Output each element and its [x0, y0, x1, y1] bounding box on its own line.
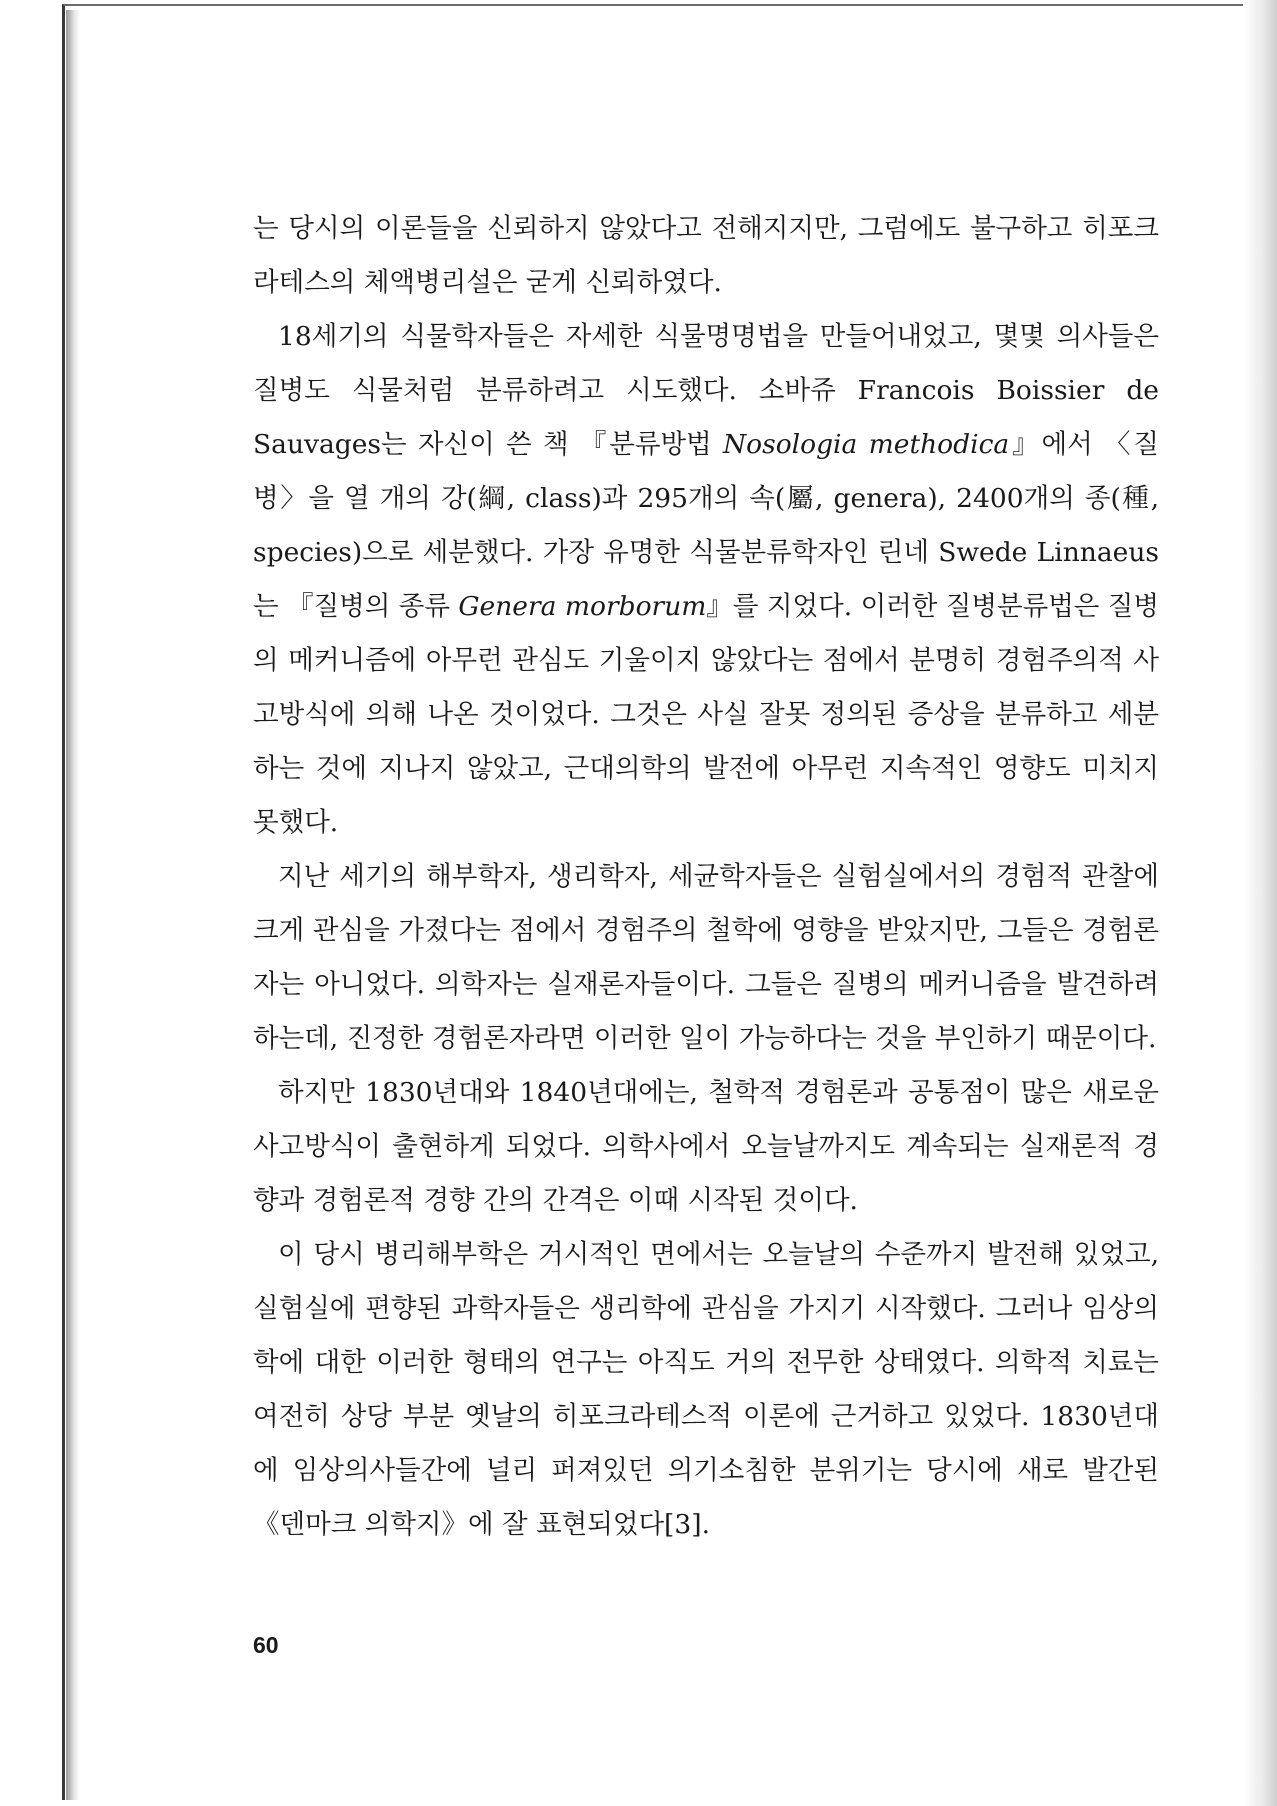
paragraph — [253, 850, 1159, 1066]
book-title-latin: Genera morborum — [458, 591, 707, 622]
page-binding-shadow — [66, 10, 80, 1800]
text-run: 지난 세기의 해부학자, 생리학자, 세균학자들은 실험실에서의 경험적 관찰에 크게 관심을 가졌다는 점에서 경험주의 철학에 영향을 받았지만, 그들은 경험론자는 아니었다. 의학자는 실재론자들이다. 그들은 질병의 메커니즘을 발견하려 하는데, 진정한 경험론자라면 이러한 일이 가능하다는 것을 부인하기 때문이다. — [253, 861, 1159, 1054]
text-run: 』를 지었다. 이러한 질병분류법은 질병의 메커니즘에 아무런 관심도 기울이지 않았다는 점에서 분명히 경험주의적 사고방식에 의해 나온 것이었다. 그것은 사실 잘못 정의된 증상을 분류하고 세분하는 것에 지나지 않았고, 근대의학의 발전에 아무런 지속적인 영향도 미치지 못했다. — [253, 591, 1160, 838]
page-number: 60 — [253, 1632, 279, 1658]
text-run: 하지만 1830년대와 1840년대에는, 철학적 경험론과 공통점이 많은 새로운 사고방식이 출현하게 되었다. 의학사에서 오늘날까지도 계속되는 실재론적 경향과 경험론적 경향 간의 간격은 이때 시작된 것이다. — [253, 1077, 1159, 1216]
text-run: 는 당시의 이론들을 신뢰하지 않았다고 전해지지만, 그럼에도 불구하고 히포크라테스의 체액병리설은 굳게 신뢰하였다. — [253, 213, 1159, 298]
paragraph — [253, 310, 1159, 850]
page-edge-shadow — [1243, 0, 1277, 1806]
text-run: 이 당시 병리해부학은 거시적인 면에서는 오늘날의 수준까지 발전해 있었고, 실험실에 편향된 과학자들은 생리학에 관심을 가지기 시작했다. 그러나 임상의학에 대한 이러한 형태의 연구는 아직도 거의 전무한 상태였다. 의학적 치료는 여전히 상당 부분 옛날의 히포크라테스적 이론에 근거하고 있었다. 1830년대에 임상의사들간에 널리 퍼져있던 의기소침한 분위기는 당시에 새로 발간된 《덴마크 의학지》에 잘 표현되었다[3]. — [253, 1239, 1159, 1540]
book-title-latin: Nosologia methodica — [722, 429, 1010, 460]
body-text — [253, 202, 1159, 1552]
text-run: 18세기의 식물학자들은 자세한 식물명명법을 만들어내었고, 몇몇 의사들은 질병도 식물처럼 분류하려고 시도했다. 소바쥬 Francois Boissier de Sauvages는 자신이 쓴 책 『분류방법 — [253, 321, 1159, 460]
text-run: 』에서 〈질병〉을 열 개의 강(綱, class)과 295개의 속(屬, genera), 2400개의 종(種, species)으로 세분했다. 가장 유명한 식물분류학자인 린네 Swede Linnaeus는 『질병의 종류 — [253, 429, 1159, 622]
paragraph — [253, 1228, 1159, 1552]
paragraph — [253, 202, 1159, 310]
paragraph — [253, 1066, 1159, 1228]
